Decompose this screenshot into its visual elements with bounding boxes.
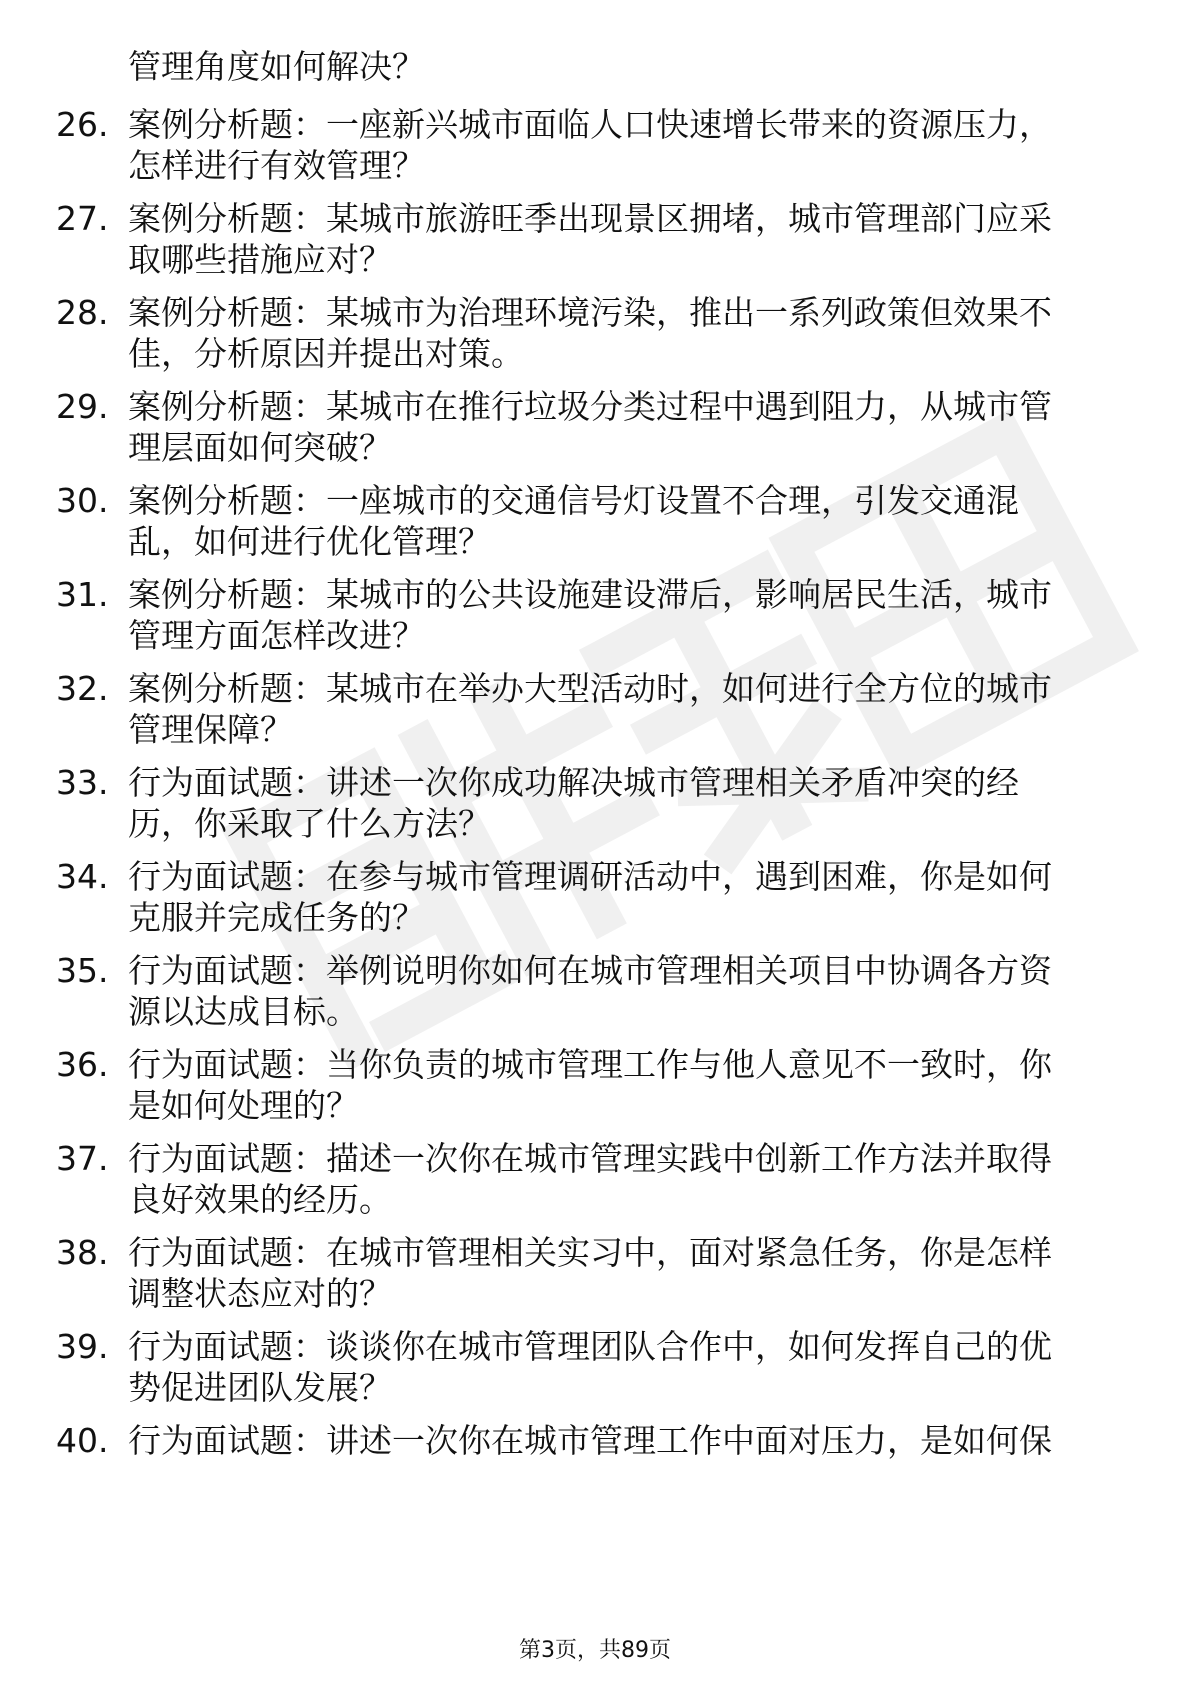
question-text-line1: 案例分析题：某城市为治理环境污染，推出一系列政策但效果不 [128, 293, 1052, 332]
question-item [0, 1325, 1190, 1425]
question-text-line2: 是如何处理的？ [128, 1086, 359, 1125]
question-text-line1: 案例分析题：某城市的公共设施建设滞后，影响居民生活，城市 [128, 575, 1052, 614]
question-text-line2: 良好效果的经历。 [128, 1180, 392, 1219]
question-number: 30. [56, 481, 109, 520]
question-text-line1: 行为面试题：当你负责的城市管理工作与他人意见不一致时，你 [128, 1045, 1052, 1084]
question-item [0, 1043, 1190, 1143]
question-text-line1: 行为面试题：谈谈你在城市管理团队合作中，如何发挥自己的优 [128, 1327, 1052, 1366]
continuation-line: 管理角度如何解决？ [128, 47, 425, 86]
question-item [0, 385, 1190, 485]
question-text-line2: 怎样进行有效管理？ [128, 146, 425, 185]
question-text-line1: 行为面试题：在参与城市管理调研活动中，遇到困难，你是如何 [128, 857, 1052, 896]
question-number: 33. [56, 763, 109, 802]
question-number: 32. [56, 669, 109, 708]
question-text-line1: 案例分析题：某城市在推行垃圾分类过程中遇到阻力，从城市管 [128, 387, 1052, 426]
question-number: 31. [56, 575, 109, 614]
page-footer: 第3页，共89页 [519, 1638, 671, 1663]
question-number: 40. [56, 1421, 109, 1460]
question-text-line2: 克服并完成任务的？ [128, 898, 425, 937]
question-text-line1: 行为面试题：举例说明你如何在城市管理相关项目中协调各方资 [128, 951, 1052, 990]
question-number: 36. [56, 1045, 109, 1084]
question-text-line1: 行为面试题：讲述一次你成功解决城市管理相关矛盾冲突的经 [128, 763, 1019, 802]
question-item [0, 1231, 1190, 1331]
question-text-line1: 案例分析题：一座新兴城市面临人口快速增长带来的资源压力， [128, 105, 1052, 144]
question-number: 26. [56, 105, 109, 144]
question-item [0, 949, 1190, 1049]
question-text-line2: 势促进团队发展？ [128, 1368, 392, 1407]
question-text-line1: 行为面试题：讲述一次你在城市管理工作中面对压力，是如何保 [128, 1421, 1052, 1460]
question-text-line2: 管理方面怎样改进？ [128, 616, 425, 655]
question-number: 29. [56, 387, 109, 426]
question-number: 28. [56, 293, 109, 332]
question-text-line2: 源以达成目标。 [128, 992, 359, 1031]
question-item [0, 761, 1190, 861]
question-item [0, 1419, 1190, 1519]
question-item [0, 103, 1190, 203]
question-item [0, 197, 1190, 297]
question-text-line1: 行为面试题：描述一次你在城市管理实践中创新工作方法并取得 [128, 1139, 1052, 1178]
question-number: 38. [56, 1233, 109, 1272]
question-number: 37. [56, 1139, 109, 1178]
question-text-line2: 历，你采取了什么方法？ [128, 804, 491, 843]
question-number: 27. [56, 199, 109, 238]
question-item [0, 855, 1190, 955]
question-text-line1: 案例分析题：一座城市的交通信号灯设置不合理，引发交通混 [128, 481, 1019, 520]
question-number: 39. [56, 1327, 109, 1366]
question-text-line1: 案例分析题：某城市在举办大型活动时，如何进行全方位的城市 [128, 669, 1052, 708]
question-text-line2: 调整状态应对的？ [128, 1274, 392, 1313]
question-item [0, 291, 1190, 391]
question-text-line2: 乱，如何进行优化管理？ [128, 522, 491, 561]
question-item [0, 479, 1190, 579]
question-number: 35. [56, 951, 109, 990]
question-item [0, 573, 1190, 673]
question-item [0, 667, 1190, 767]
question-text-line1: 行为面试题：在城市管理相关实习中，面对紧急任务，你是怎样 [128, 1233, 1052, 1272]
question-text-line2: 理层面如何突破？ [128, 428, 392, 467]
question-text-line1: 案例分析题：某城市旅游旺季出现景区拥堵，城市管理部门应采 [128, 199, 1052, 238]
question-item [0, 1137, 1190, 1237]
question-text-line2: 取哪些措施应对？ [128, 240, 392, 279]
question-number: 34. [56, 857, 109, 896]
question-text-line2: 佳，分析原因并提出对策。 [128, 334, 524, 373]
question-text-line2: 管理保障？ [128, 710, 293, 749]
